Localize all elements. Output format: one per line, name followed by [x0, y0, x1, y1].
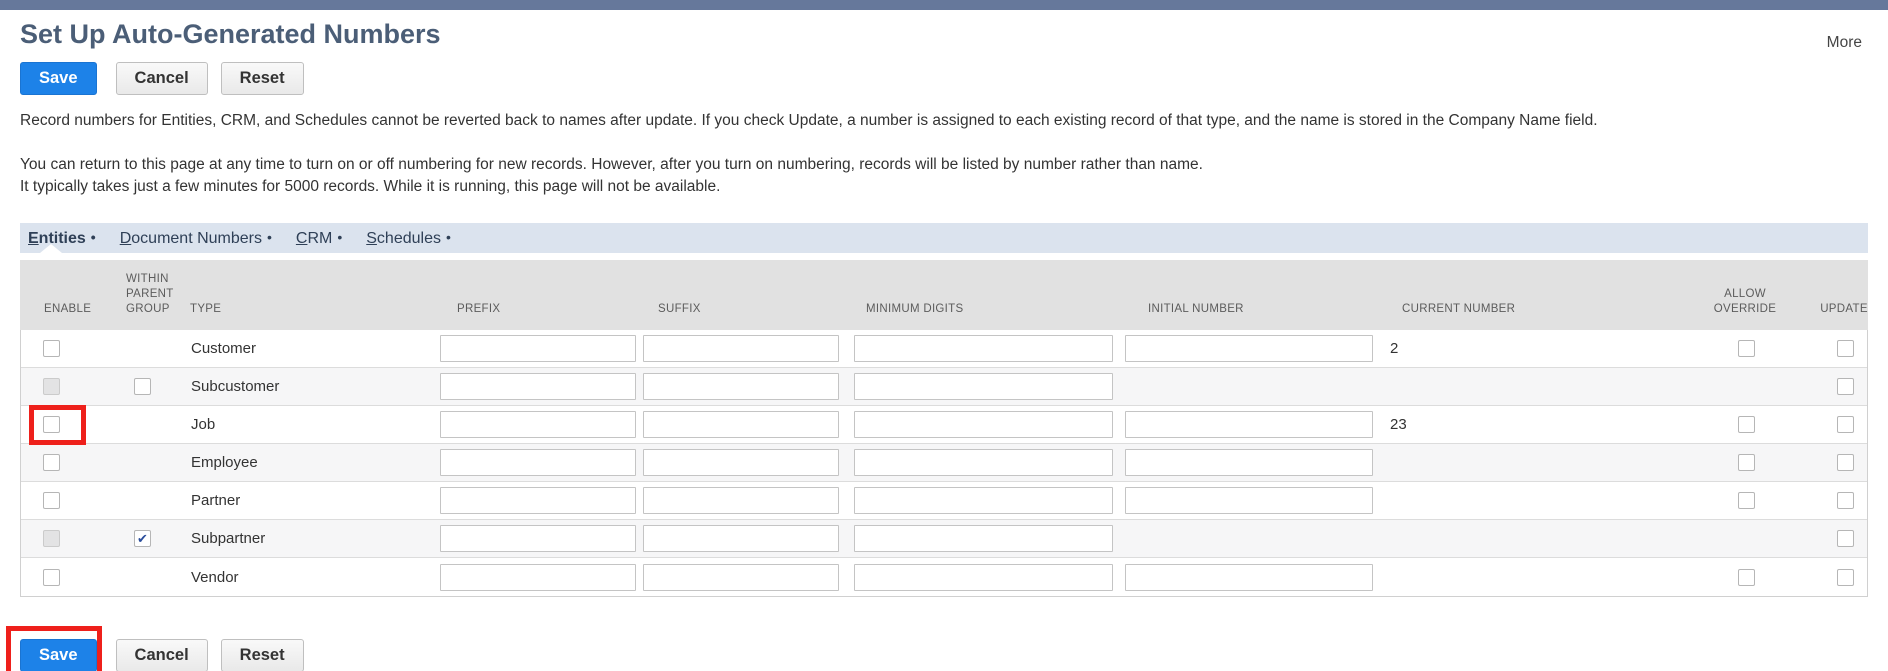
- table-row-subcustomer: [21, 368, 1867, 406]
- suffix-cell: [639, 444, 843, 481]
- page-title: Set Up Auto-Generated Numbers: [20, 19, 441, 49]
- row-type-label: Employee: [191, 454, 258, 471]
- suffix-cell: [639, 406, 843, 443]
- top-accent-bar: [0, 0, 1888, 10]
- enable-checkbox-partner[interactable]: [43, 492, 60, 509]
- update-cell: [1811, 330, 1879, 367]
- update-checkbox-subcustomer[interactable]: [1837, 378, 1854, 395]
- update-checkbox-customer[interactable]: [1837, 340, 1854, 357]
- minimum-digits-cell: [843, 444, 1117, 481]
- within-parent-group-cell: [113, 444, 176, 481]
- update-cell: [1811, 444, 1879, 481]
- minimum-digits-input-vendor[interactable]: [854, 564, 1113, 591]
- initial-number-cell: [1117, 520, 1381, 557]
- allow-override-checkbox-job[interactable]: [1738, 416, 1755, 433]
- column-header-suffix: SUFFIX: [658, 303, 701, 315]
- suffix-input-employee[interactable]: [643, 449, 839, 476]
- column-header-current-number: CURRENT NUMBER: [1402, 303, 1516, 315]
- allow-override-checkbox-partner[interactable]: [1738, 492, 1755, 509]
- suffix-input-customer[interactable]: [643, 335, 839, 362]
- initial-number-cell: [1117, 406, 1381, 443]
- minimum-digits-input-partner[interactable]: [854, 487, 1113, 514]
- allow-override-cell: [1681, 558, 1811, 596]
- enable-checkbox-customer[interactable]: [43, 340, 60, 357]
- column-header-update: UPDATE: [1820, 303, 1868, 315]
- table-header-row: [20, 260, 1868, 330]
- row-type-label: Subcustomer: [191, 378, 280, 395]
- update-checkbox-vendor[interactable]: [1837, 569, 1854, 586]
- column-header-initial-number: INITIAL NUMBER: [1148, 303, 1244, 315]
- minimum-digits-cell: [843, 368, 1117, 405]
- suffix-cell: [639, 368, 843, 405]
- tab-document-numbers[interactable]: Document Numbers •: [119, 229, 272, 247]
- minimum-digits-input-subpartner[interactable]: [854, 525, 1113, 552]
- tab-bar: [20, 223, 1868, 253]
- enable-cell: [21, 558, 113, 596]
- prefix-cell: [439, 368, 639, 405]
- more-link[interactable]: More: [1826, 34, 1862, 51]
- allow-override-cell: [1681, 406, 1811, 443]
- suffix-input-subpartner[interactable]: [643, 525, 839, 552]
- description-line-2: It typically takes just a few minutes for 5000 records. While it is running, this page will not be available.: [20, 178, 721, 195]
- update-cell: [1811, 520, 1879, 557]
- active-tab-notch-icon: [40, 244, 62, 253]
- prefix-cell: [439, 520, 639, 557]
- suffix-cell: [639, 482, 843, 519]
- initial-number-cell: [1117, 558, 1381, 596]
- initial-number-cell: [1117, 368, 1381, 405]
- suffix-input-job[interactable]: [643, 411, 839, 438]
- suffix-input-vendor[interactable]: [643, 564, 839, 591]
- prefix-input-employee[interactable]: [440, 449, 636, 476]
- initial-number-input-customer[interactable]: [1125, 335, 1373, 362]
- prefix-input-subcustomer[interactable]: [440, 373, 636, 400]
- column-header-minimum-digits: MINIMUM DIGITS: [866, 303, 964, 315]
- prefix-cell: [439, 330, 639, 367]
- allow-override-cell: [1681, 368, 1811, 405]
- allow-override-cell: [1681, 482, 1811, 519]
- prefix-input-customer[interactable]: [440, 335, 636, 362]
- enable-cell: [21, 520, 113, 557]
- update-cell: [1811, 482, 1879, 519]
- within-parent-group-checkbox-subpartner[interactable]: ✔: [134, 530, 151, 547]
- allow-override-checkbox-employee[interactable]: [1738, 454, 1755, 471]
- table-row-partner: [21, 482, 1867, 520]
- minimum-digits-input-employee[interactable]: [854, 449, 1113, 476]
- current-number-value: [1381, 520, 1681, 557]
- suffix-cell: [639, 330, 843, 367]
- within-parent-group-cell: [113, 330, 176, 367]
- within-parent-group-checkbox-subcustomer[interactable]: [134, 378, 151, 395]
- column-header-prefix: PREFIX: [457, 303, 501, 315]
- update-checkbox-employee[interactable]: [1837, 454, 1854, 471]
- prefix-input-partner[interactable]: [440, 487, 636, 514]
- enable-cell: [21, 330, 113, 367]
- update-checkbox-partner[interactable]: [1837, 492, 1854, 509]
- tab-schedules[interactable]: Schedules •: [366, 229, 451, 247]
- prefix-cell: [439, 482, 639, 519]
- description-paragraph-2: [20, 154, 1868, 198]
- allow-override-cell: [1681, 520, 1811, 557]
- tab-menu-dot-icon[interactable]: •: [445, 229, 451, 245]
- table-row-employee: [21, 444, 1867, 482]
- bottom-toolbar: [20, 639, 1868, 671]
- within-parent-group-cell: [113, 482, 176, 519]
- within-parent-group-cell: [113, 558, 176, 596]
- cancel-button-top[interactable]: Cancel: [116, 62, 208, 95]
- minimum-digits-input-subcustomer[interactable]: [854, 373, 1113, 400]
- current-number-value: 23: [1390, 416, 1407, 433]
- prefix-cell: [439, 558, 639, 596]
- row-type-label: Vendor: [191, 568, 239, 586]
- initial-number-cell: [1117, 330, 1381, 367]
- update-cell: [1811, 558, 1879, 596]
- reset-button-top[interactable]: Reset: [221, 62, 304, 95]
- enable-cell: [21, 482, 113, 519]
- column-header-allow-override: ALLOW OVERRIDE: [1713, 288, 1777, 315]
- enable-cell: [21, 368, 113, 405]
- column-header-within-parent-group: WITHIN PARENT GROUP: [126, 273, 174, 315]
- prefix-input-vendor[interactable]: [440, 564, 636, 591]
- initial-number-input-job[interactable]: [1125, 411, 1373, 438]
- tab-menu-dot-icon[interactable]: •: [266, 229, 272, 245]
- current-number-value: [1381, 482, 1681, 519]
- suffix-input-partner[interactable]: [643, 487, 839, 514]
- minimum-digits-cell: [843, 520, 1117, 557]
- table-row-subpartner: [21, 520, 1867, 558]
- minimum-digits-cell: [843, 406, 1117, 443]
- update-checkbox-subpartner[interactable]: [1837, 530, 1854, 547]
- row-type-label: Subpartner: [191, 530, 266, 547]
- enable-checkbox-employee[interactable]: [43, 454, 60, 471]
- save-button-wrap: [20, 639, 97, 671]
- current-number-value: 2: [1390, 340, 1399, 357]
- prefix-input-subpartner[interactable]: [440, 525, 636, 552]
- within-parent-group-cell: [113, 520, 176, 557]
- enable-checkbox-job[interactable]: [43, 416, 60, 433]
- row-type-label: Customer: [191, 340, 257, 357]
- prefix-input-job[interactable]: [440, 411, 636, 438]
- current-number-value: [1381, 558, 1681, 596]
- enable-checkbox-subcustomer: [43, 378, 60, 395]
- initial-number-input-partner[interactable]: [1125, 487, 1373, 514]
- description-paragraph-1: Record numbers for Entities, CRM, and Schedules cannot be reverted back to names after update. If you check Update, a number is assigned to each existing record of that type, and the name is stored in the Company Name field.: [20, 112, 1598, 129]
- row-type-label: Partner: [191, 492, 241, 509]
- initial-number-cell: [1117, 444, 1381, 481]
- allow-override-checkbox-vendor[interactable]: [1738, 569, 1755, 586]
- initial-number-input-employee[interactable]: [1125, 449, 1373, 476]
- tab-table-gap: [20, 253, 1868, 260]
- save-button-bottom[interactable]: Save: [20, 639, 97, 671]
- current-number-value: [1381, 444, 1681, 481]
- auto-numbers-table: [20, 223, 1868, 597]
- enable-checkbox-subpartner: [43, 530, 60, 547]
- minimum-digits-cell: [843, 482, 1117, 519]
- tab-entities[interactable]: Entities •: [28, 223, 96, 253]
- table-row-vendor: [21, 558, 1867, 596]
- minimum-digits-input-job[interactable]: [854, 411, 1113, 438]
- allow-override-cell: [1681, 444, 1811, 481]
- current-number-value: [1381, 368, 1681, 405]
- minimum-digits-cell: [843, 558, 1117, 596]
- initial-number-input-vendor[interactable]: [1125, 564, 1373, 591]
- row-type-label: Job: [191, 416, 216, 433]
- tab-menu-dot-icon[interactable]: •: [90, 229, 96, 245]
- tab-crm[interactable]: CRM •: [295, 229, 343, 247]
- allow-override-checkbox-customer[interactable]: [1738, 340, 1755, 357]
- prefix-cell: [439, 444, 639, 481]
- allow-override-cell: [1681, 330, 1811, 367]
- initial-number-cell: [1117, 482, 1381, 519]
- update-cell: [1811, 368, 1879, 405]
- minimum-digits-input-customer[interactable]: [854, 335, 1113, 362]
- enable-cell: [21, 406, 113, 443]
- prefix-cell: [439, 406, 639, 443]
- tab-menu-dot-icon[interactable]: •: [337, 229, 343, 245]
- suffix-cell: [639, 558, 843, 596]
- minimum-digits-cell: [843, 330, 1117, 367]
- save-button-top[interactable]: Save: [20, 62, 97, 95]
- table-row-job: [21, 406, 1867, 444]
- suffix-input-subcustomer[interactable]: [643, 373, 839, 400]
- column-header-type: TYPE: [190, 303, 222, 315]
- top-toolbar: [20, 62, 1868, 95]
- cancel-button-bottom[interactable]: Cancel: [116, 639, 208, 671]
- enable-checkbox-vendor[interactable]: [43, 569, 60, 586]
- within-parent-group-cell: [113, 406, 176, 443]
- within-parent-group-cell: [113, 368, 176, 405]
- description-line-1: You can return to this page at any time to turn on or off numbering for new records. However, after you turn on numbering, records will be listed by number rather than name.: [20, 156, 1203, 173]
- update-checkbox-job[interactable]: [1837, 416, 1854, 433]
- table-row-customer: [21, 330, 1867, 368]
- enable-cell: [21, 444, 113, 481]
- table-body: [20, 330, 1868, 597]
- reset-button-bottom[interactable]: Reset: [221, 639, 304, 671]
- suffix-cell: [639, 520, 843, 557]
- column-header-enable: ENABLE: [44, 303, 92, 315]
- update-cell: [1811, 406, 1879, 443]
